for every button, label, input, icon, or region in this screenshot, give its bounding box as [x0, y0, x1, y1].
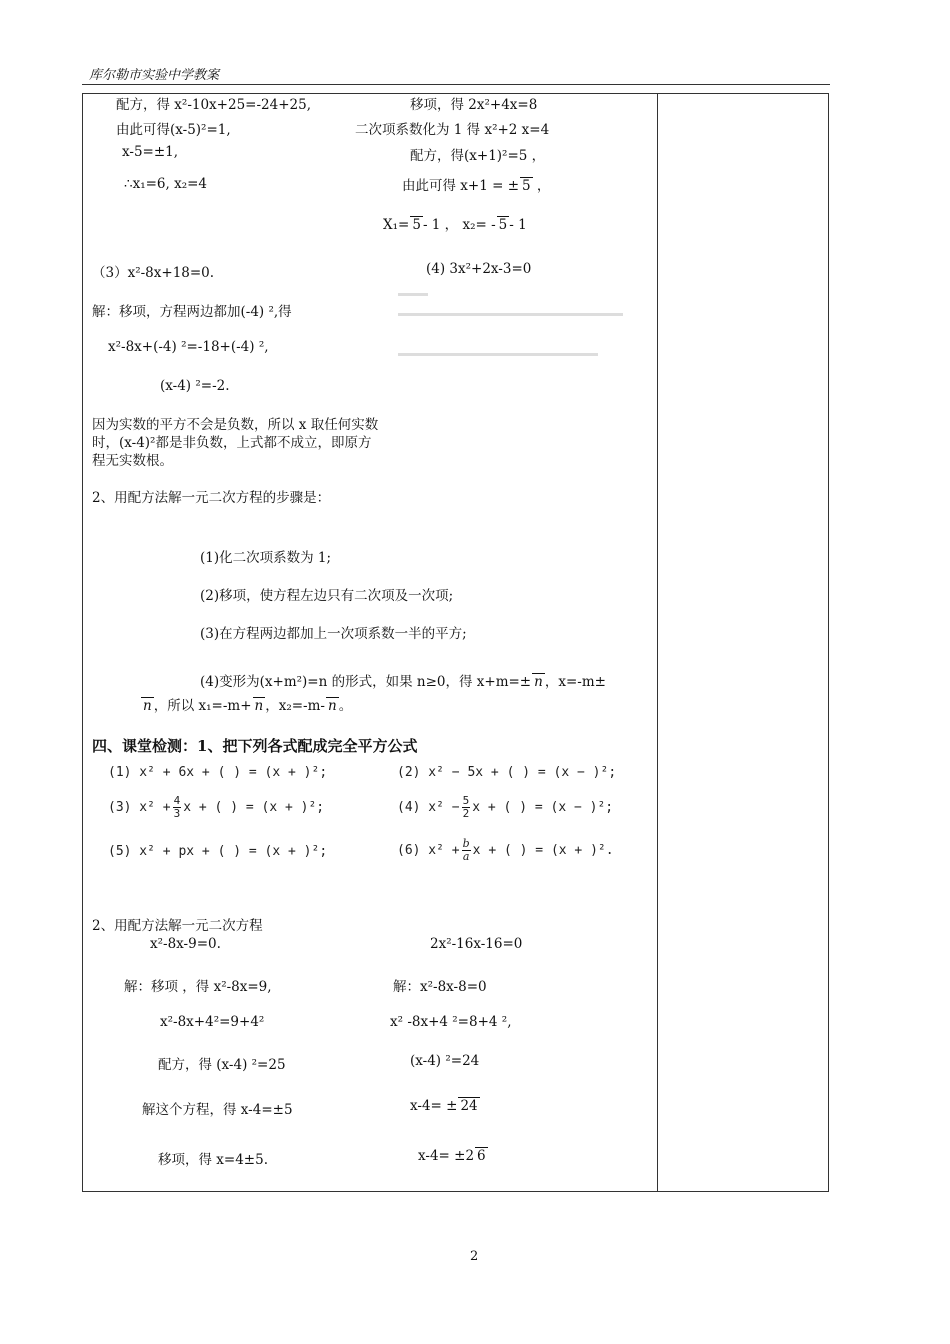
fill-item-2: (2) x² − 5x + ( ) = (x − )²; — [397, 765, 617, 780]
q2b-equation: 2x²-16x-16=0 — [430, 936, 523, 952]
ex2-line5: X₁= 5 - 1 ， x₂= - 5 - 1 — [383, 217, 527, 233]
section-4-heading: 四、课堂检测：1、把下列各式配成完全平方公式 — [92, 737, 418, 755]
ex3-step1: 解：移项，方程两边都加(-4) ²,得 — [92, 304, 292, 320]
fill-item-3: (3) x² + $\frac{4}{3}$ x + ( ) = (x + )²; — [108, 794, 325, 820]
faded-mark — [398, 293, 428, 296]
table-column-divider — [657, 93, 658, 1192]
ex3-step2: x²-8x+(-4) ²=-18+(-4) ², — [108, 339, 269, 355]
faded-mark — [398, 353, 598, 356]
q2-title: 2、用配方法解一元二次方程 — [92, 918, 263, 934]
ex3-title: （3）x²-8x+18=0. — [92, 265, 215, 281]
q2a-step3: 配方，得 (x-4) ²=25 — [158, 1057, 286, 1073]
step-2: (2)移项，使方程左边只有二次项及一次项; — [200, 588, 454, 604]
q2a-step1: 解：移项 ，得 x²-8x=9, — [124, 979, 272, 995]
ex2-line3: 配方，得(x+1)²=5 ， — [410, 148, 546, 164]
ex1-line4: ∴x₁=6, x₂=4 — [124, 176, 208, 192]
fill-item-1: (1) x² + 6x + ( ) = (x + )²; — [108, 765, 328, 780]
steps-title: 2、用配方法解一元二次方程的步骤是： — [92, 490, 331, 506]
page-number: 2 — [470, 1249, 479, 1264]
ex4-title: (4) 3x²+2x-3=0 — [426, 261, 532, 277]
sqrt-5: 5 — [522, 178, 531, 194]
ex3-step3: (x-4) ²=-2. — [160, 378, 230, 394]
q2b-step5: x-4= ±2 6 — [418, 1148, 486, 1164]
q2b-step2: x² -8x+4 ²=8+4 ², — [390, 1014, 512, 1030]
header-rule — [82, 84, 830, 85]
ex2-line2: 二次项系数化为 1 得 x²+2 x=4 — [355, 122, 550, 138]
fill-item-4: (4) x² − $\frac{5}{2}$ x + ( ) = (x − )²; — [397, 794, 614, 820]
q2a-step2: x²-8x+4²=9+4² — [160, 1014, 265, 1030]
q2b-step3: (x-4) ²=24 — [410, 1053, 480, 1069]
ex3-conclusion: 因为实数的平方不会是负数，所以 x 取任何实数时，(x-4)²都是非负数，上式都不成立，即原方程无实数根。 — [92, 417, 379, 469]
ex2-line4: 由此可得 x+1 = ± 5 ， — [402, 178, 551, 194]
fill-item-6: (6) x² + $\frac{b}{a}$ x + ( ) = (x + )². — [397, 837, 614, 863]
faded-mark — [398, 313, 623, 316]
fill-item-5: (5) x² + px + ( ) = (x + )²; — [108, 844, 328, 859]
q2b-step1: 解：x²-8x-8=0 — [393, 979, 487, 995]
step-1: (1)化二次项系数为 1; — [200, 550, 332, 566]
q2a-step5: 移项，得 x=4±5. — [158, 1152, 268, 1168]
ex2-line1: 移项，得 2x²+4x=8 — [410, 97, 538, 113]
q2b-step4: x-4= ± 24 — [410, 1098, 478, 1114]
school-header: 库尔勒市实验中学教案 — [89, 68, 220, 83]
q2a-step4: 解这个方程，得 x-4=±5 — [142, 1102, 293, 1118]
step-4-line2: n ，所以 x₁=-m+ n ，x₂=-m- n 。 — [143, 698, 353, 714]
q2a-equation: x²-8x-9=0. — [150, 936, 221, 952]
ex1-line3: x-5=±1, — [122, 144, 179, 160]
ex1-line1: 配方，得 x²-10x+25=-24+25, — [116, 97, 311, 113]
step-4-line1: (4)变形为(x+m²)=n 的形式，如果 n≥0，得 x+m=± n ，x=-m± — [200, 674, 606, 690]
ex1-line2: 由此可得(x-5)²=1, — [116, 122, 231, 138]
step-3: (3)在方程两边都加上一次项系数一半的平方; — [200, 626, 467, 642]
